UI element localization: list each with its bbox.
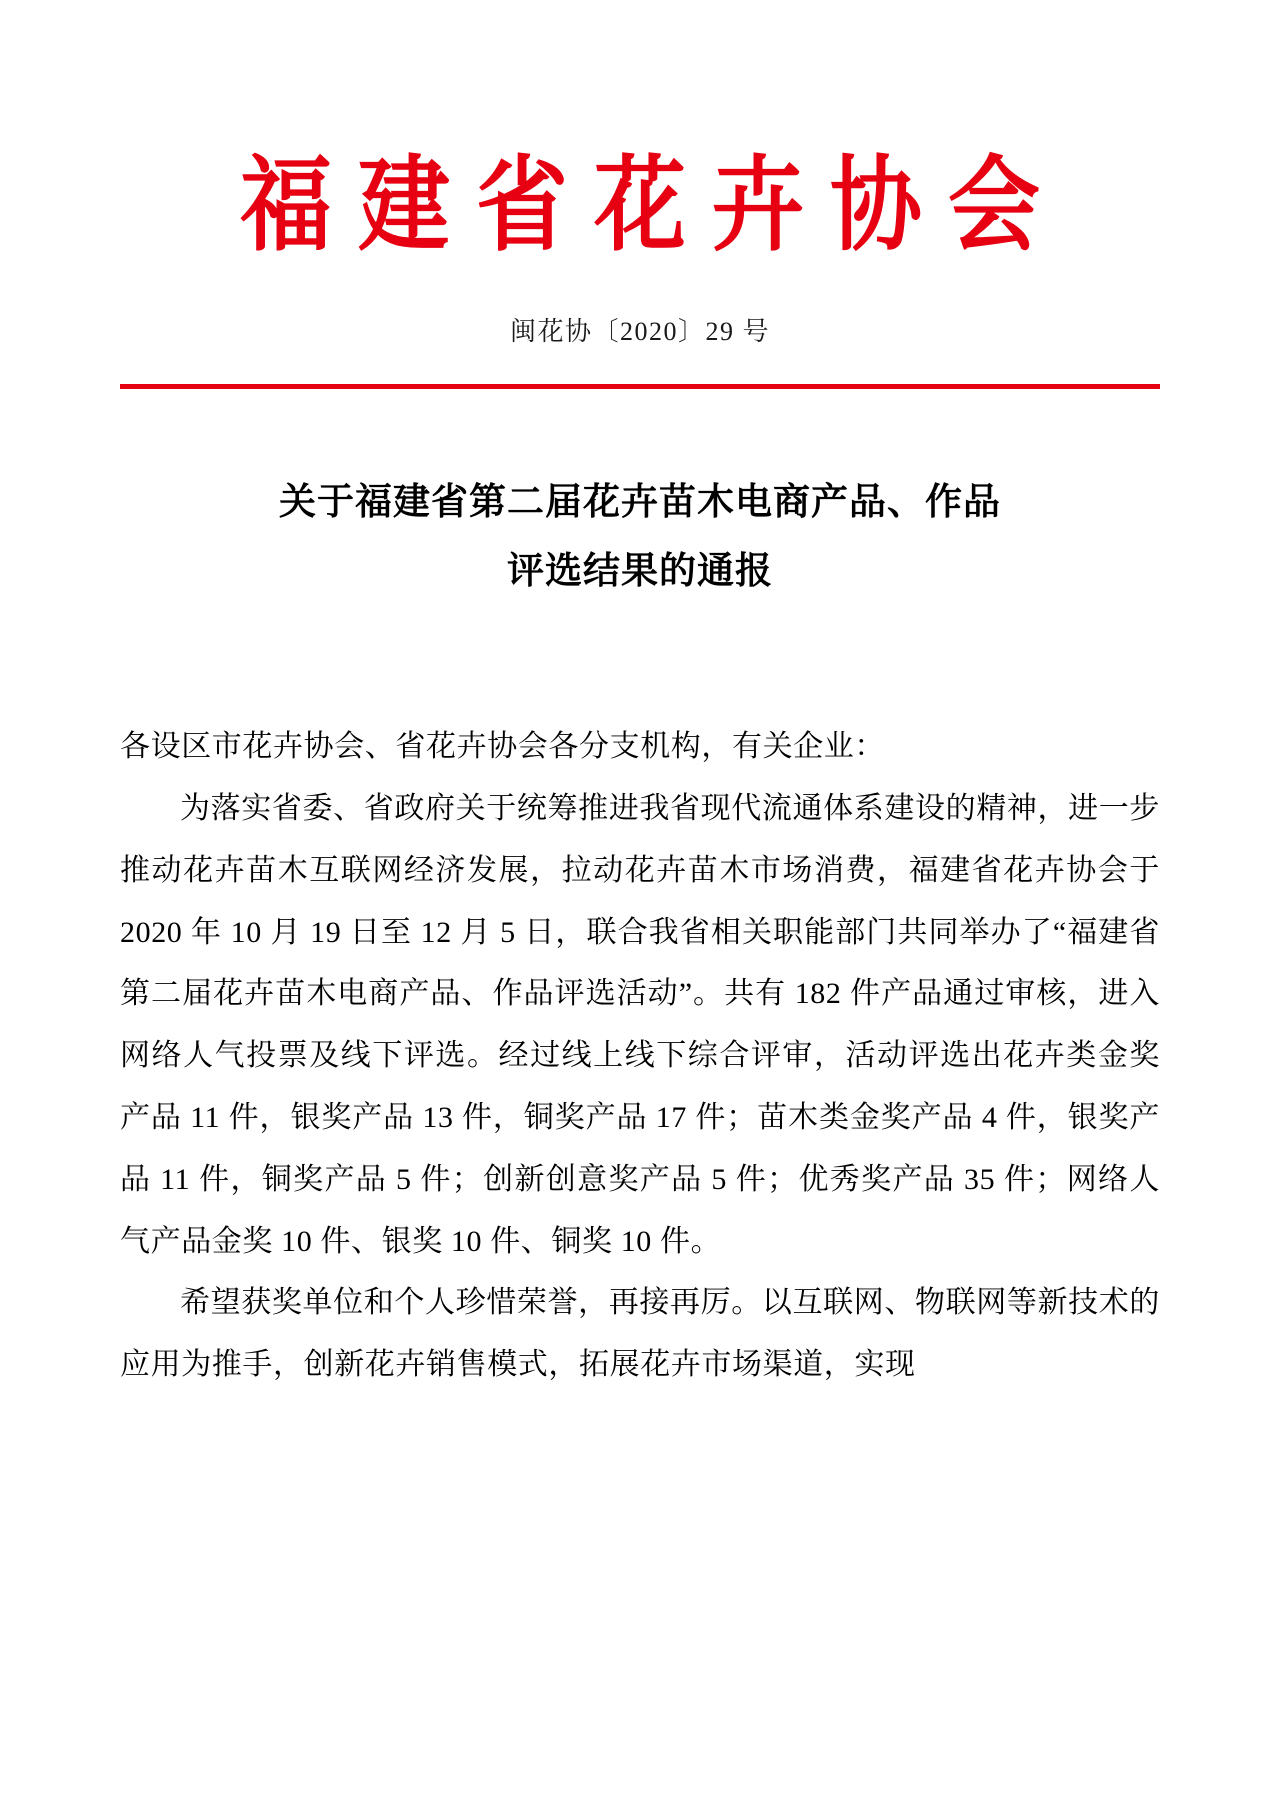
document-number: 闽花协〔2020〕29 号 [509,317,770,347]
body-paragraph-1: 为落实省委、省政府关于统筹推进我省现代流通体系建设的精神，进一步推动花卉苗木互联网经济发展，拉动花卉苗木市场消费，福建省花卉协会于 2020 年 10 月 19 日至 12 月 5 日，联合我省相关职能部门共同举办了“福建省第二届花卉苗木电商产品、作品评选活动”。共有 182 件产品通过审核，进入网络人气投票及线下评选。经过线上线下综合评审，活动评选出花卉类金奖产品 11 件，银奖产品 13 件，铜奖产品 17 件；苗木类金奖产品 4 件，银奖产品 11 件，铜奖产品 5 件；创新创意奖产品 5 件；优秀奖产品 35 件；网络人气产品金奖 10 件、银奖 10 件、铜奖 10 件。 [120,792,1160,1258]
body-paragraph-2: 希望获奖单位和个人珍惜荣誉，再接再厉。以互联网、物联网等新技术的应用为推手，创新花卉销售模式，拓展花卉市场渠道，实现 [120,1286,1160,1382]
page-title [120,467,1160,604]
red-divider-rule [120,384,1160,389]
issuing-organization-title: 福建省花卉协会 [239,144,1066,266]
page-title-line-1: 关于福建省第二届花卉苗木电商产品、作品 [279,479,1001,524]
document-body [120,716,1160,1396]
masthead [120,0,1160,266]
page-title-line-2: 评选结果的通报 [507,547,773,592]
salutation-line: 各设区市花卉协会、省花卉协会各分支机构，有关企业： [120,730,885,764]
